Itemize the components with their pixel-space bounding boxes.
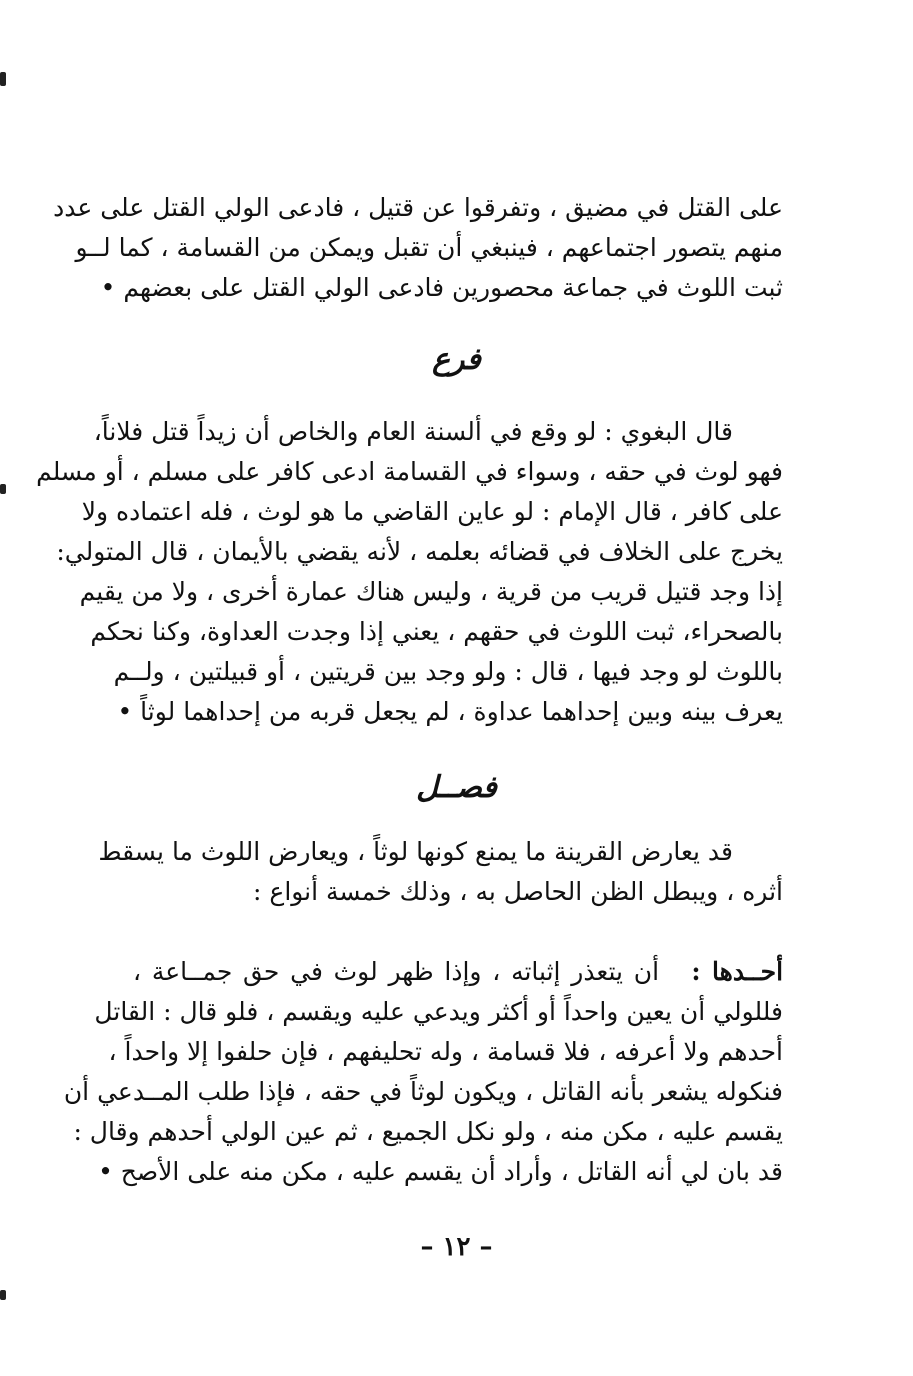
- enumeration-lead: أحــدها :: [691, 957, 784, 986]
- text-line: أحدهم ولا أعرفه ، فلا قسامة ، وله تحليفهم ، فإن حلفوا إلا واحداً ،: [108, 1037, 783, 1066]
- text-line-rest: أن يتعذر إثباته ، وإذا ظهر لوث في حق جمــاعة ،: [133, 957, 660, 986]
- page-number: – ١٢ –: [420, 1232, 493, 1262]
- section-heading-fasl: فصــل: [416, 770, 497, 805]
- text-line: يقسم عليه ، مكن منه ، ولو نكل الجميع ، ثم عين الولي أحدهم وقال :: [73, 1117, 783, 1146]
- text-line: قد يعارض القرينة ما يمنع كونها لوثاً ، ويعارض اللوث ما يسقط: [98, 837, 733, 866]
- scan-edge-mark: [0, 1290, 6, 1300]
- text-line: فهو لوث في حقه ، وسواء في القسامة ادعى كافر على مسلم ، أو مسلم: [36, 457, 783, 486]
- text-line: بالصحراء، ثبت اللوث في حقهم ، يعني إذا وجدت العداوة، وكنا نحكم: [90, 617, 783, 646]
- text-line: يخرج على الخلاف في قضائه بعلمه ، لأنه يقضي بالأيمان ، قال المتولي:: [56, 537, 783, 566]
- text-line: فللولي أن يعين واحداً أو أكثر ويدعي عليه ويقسم ، فلو قال : القاتل: [94, 997, 783, 1026]
- text-line: ثبت اللوث في جماعة محصورين فادعى الولي القتل على بعضهم •: [100, 273, 783, 302]
- paragraph-3: [98, 832, 783, 912]
- text-line: أثره ، ويبطل الظن الحاصل به ، وذلك خمسة أنواع :: [253, 877, 783, 906]
- paragraph-4: [63, 952, 784, 1192]
- text-line: [133, 952, 783, 992]
- section-heading-far: فرع: [432, 342, 481, 377]
- text-line: منهم يتصور اجتماعهم ، فينبغي أن تقبل ويمكن من القسامة ، كما لــو: [75, 233, 783, 262]
- text-line: يعرف بينه وبين إحداهما عداوة ، لم يجعل قربه من إحداهما لوثاً •: [117, 697, 783, 726]
- paragraph-1: [53, 188, 783, 308]
- text-line: قال البغوي : لو وقع في ألسنة العام والخاص أن زيداً قتل فلاناً،: [93, 417, 733, 446]
- text-line: باللوث لو وجد فيها ، قال : ولو وجد بين قريتين ، أو قبيلتين ، ولــم: [113, 657, 783, 686]
- text-line: على كافر ، قال الإمام : لو عاين القاضي ما هو لوث ، فله اعتماده ولا: [81, 497, 783, 526]
- paragraph-2: [36, 412, 783, 732]
- text-line: فنكوله يشعر بأنه القاتل ، ويكون لوثاً في حقه ، فإذا طلب المــدعي أن: [63, 1077, 783, 1106]
- scan-edge-mark: [0, 484, 6, 494]
- text-line: إذا وجد قتيل قريب من قرية ، وليس هناك عمارة أخرى ، ولا من يقيم: [79, 577, 783, 606]
- scan-edge-mark: [0, 72, 6, 86]
- text-line: على القتل في مضيق ، وتفرقوا عن قتيل ، فادعى الولي القتل على عدد: [53, 193, 783, 222]
- text-line: قد بان لي أنه القاتل ، وأراد أن يقسم عليه ، مكن منه على الأصح •: [98, 1157, 783, 1186]
